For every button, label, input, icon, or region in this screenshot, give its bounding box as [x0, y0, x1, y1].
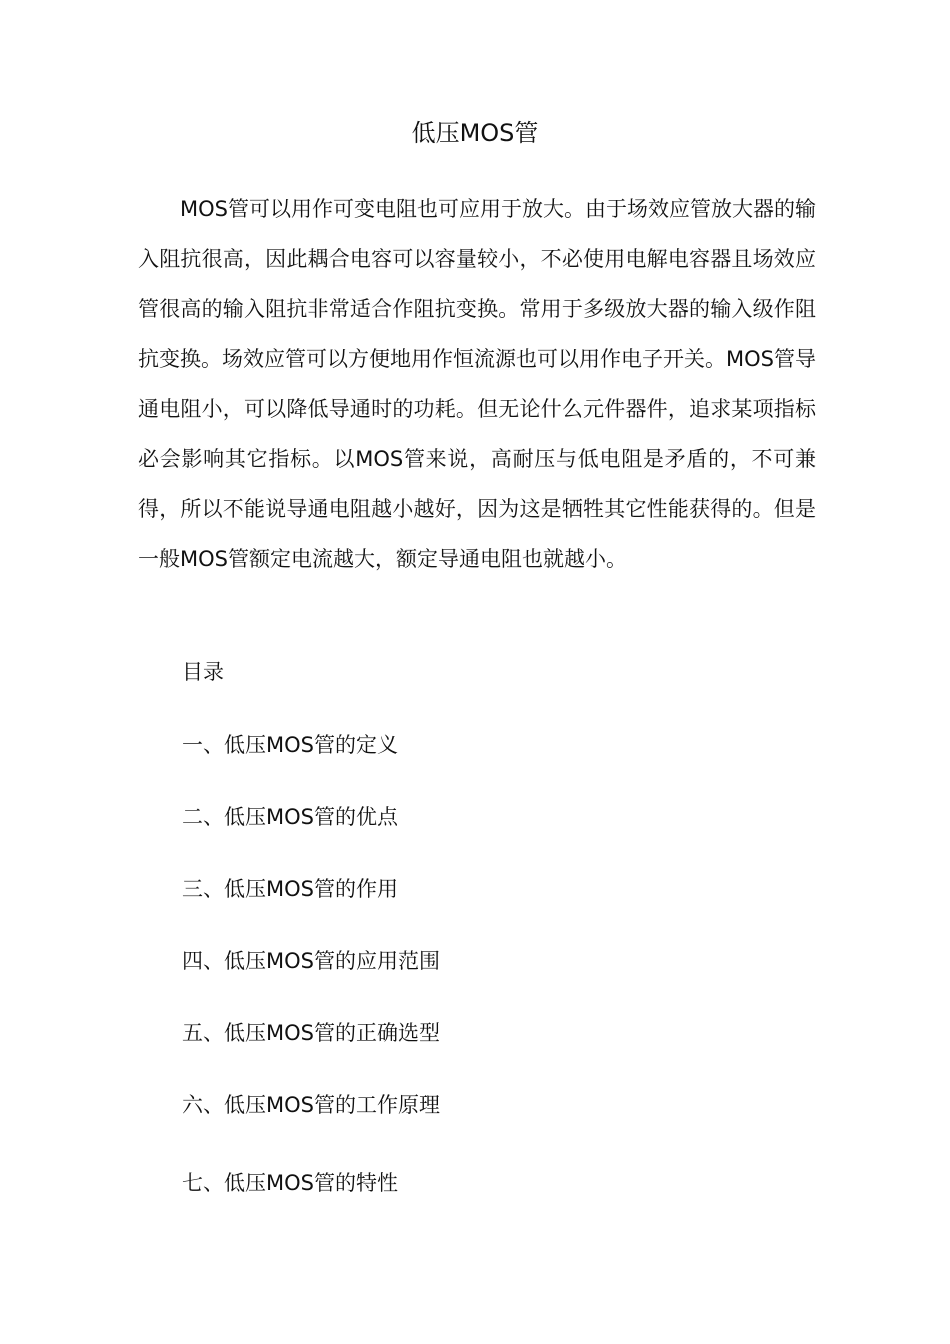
toc-item-function: 三、低压MOS管的作用	[182, 877, 398, 901]
toc-item-applications: 四、低压MOS管的应用范围	[182, 949, 440, 973]
toc-item-principle: 六、低压MOS管的工作原理	[182, 1093, 440, 1117]
toc-heading: 目录	[182, 660, 224, 684]
toc-item-advantages: 二、低压MOS管的优点	[182, 805, 398, 829]
intro-paragraph: MOS管可以用作可变电阻也可应用于放大。由于场效应管放大器的输入阻抗很高，因此耦合电容可以容量较小，不必使用电解电容器且场效应管很高的输入阻抗非常适合作阻抗变换。常用于多级放大器的输入级作阻抗变换。场效应管可以方便地用作恒流源也可以用作电子开关。MOS管导通电阻小，可以降低导通时的功耗。但无论什么元件器件，追求某项指标必会影响其它指标。以MOS管来说，高耐压与低电阻是矛盾的，不可兼得，所以不能说导通电阻越小越好，因为这是牺牲其它性能获得的。但是一般MOS管额定电流越大，额定导通电阻也就越小。	[138, 197, 816, 571]
toc-item-definition: 一、低压MOS管的定义	[182, 733, 398, 757]
toc-item-characteristics: 七、低压MOS管的特性	[182, 1171, 398, 1195]
toc-item-selection: 五、低压MOS管的正确选型	[182, 1021, 440, 1045]
document-title: 低压MOS管	[411, 119, 539, 147]
